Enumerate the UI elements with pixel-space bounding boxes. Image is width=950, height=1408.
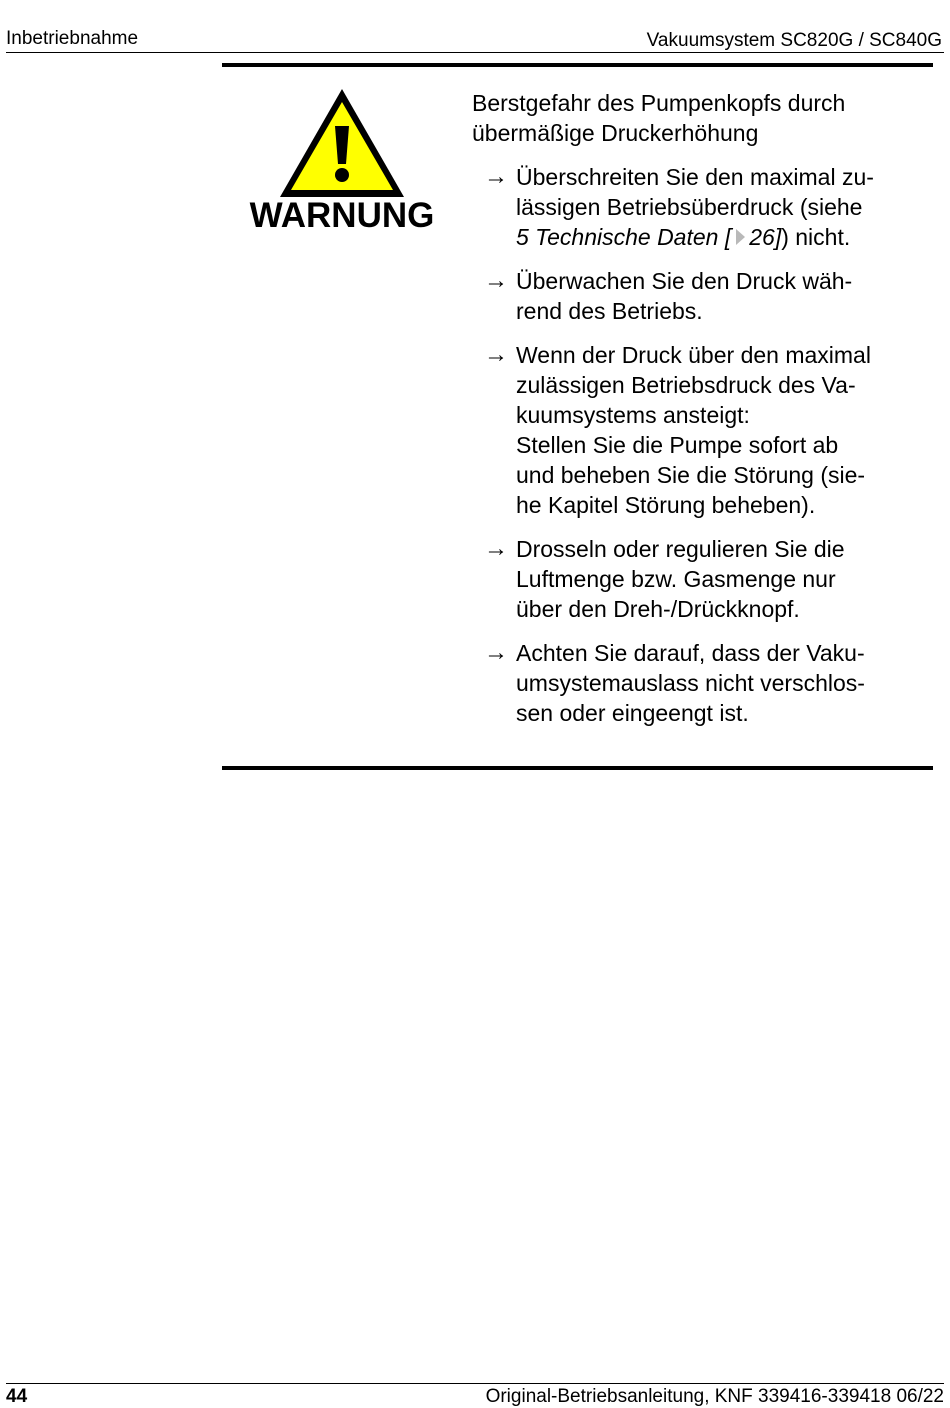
xref-title: 5 Technische Daten [ bbox=[516, 224, 732, 250]
arrow-right-icon: → bbox=[484, 267, 508, 294]
page-pointer-icon bbox=[736, 229, 745, 245]
warning-headline: Berstgefahr des Pumpenkopfs durch übermäßige Druckerhöhung bbox=[472, 90, 846, 146]
warning-content bbox=[472, 88, 932, 742]
step-text: Drosseln oder regulieren Sie die Luftmenge bzw. Gasmenge nur über den Dreh-/Drückknopf. bbox=[516, 536, 845, 622]
warning-label: WARNUNG bbox=[249, 196, 435, 235]
warning-triangle-icon bbox=[277, 86, 407, 200]
warning-steps bbox=[472, 162, 932, 728]
step-text: Überwachen Sie den Druck wäh- rend des Betriebs. bbox=[516, 268, 853, 324]
warning-top-rule bbox=[222, 63, 933, 67]
page-header bbox=[6, 26, 944, 53]
chapter-title: Inbetriebnahme bbox=[6, 28, 139, 49]
warning-step bbox=[472, 534, 932, 624]
arrow-right-icon: → bbox=[484, 341, 508, 368]
warning-step bbox=[472, 266, 932, 326]
warning-step bbox=[472, 340, 932, 520]
product-title: Vakuumsystem SC820G / SC840G bbox=[646, 30, 942, 51]
page-number: 44 bbox=[6, 1386, 28, 1407]
page-footer bbox=[6, 1383, 944, 1408]
arrow-right-icon: → bbox=[484, 639, 508, 666]
step-text: Wenn der Druck über den maximal zulässigen Betriebsdruck des Va- kuumsystems ansteigt: Stellen Sie die Pumpe sofort ab und beheben Sie die Störung (sie- he Kapitel Störung beheben). bbox=[516, 342, 871, 518]
cross-reference-link[interactable] bbox=[516, 224, 781, 250]
step-text: Überschreiten Sie den maximal zu- lässigen Betriebsüberdruck (siehe bbox=[516, 164, 874, 220]
step-text-end: ) nicht. bbox=[781, 224, 851, 250]
xref-page: 26] bbox=[749, 224, 782, 250]
warning-step bbox=[472, 638, 932, 728]
warning-step bbox=[472, 162, 932, 252]
arrow-right-icon: → bbox=[484, 535, 508, 562]
warning-bottom-rule bbox=[222, 766, 933, 770]
arrow-right-icon: → bbox=[484, 163, 508, 190]
document-reference: Original-Betriebsanleitung, KNF 339416-339418 06/22 bbox=[485, 1386, 944, 1407]
step-text: Achten Sie darauf, dass der Vaku- umsystemauslass nicht verschlos- sen oder eingeengt ist. bbox=[516, 640, 865, 726]
